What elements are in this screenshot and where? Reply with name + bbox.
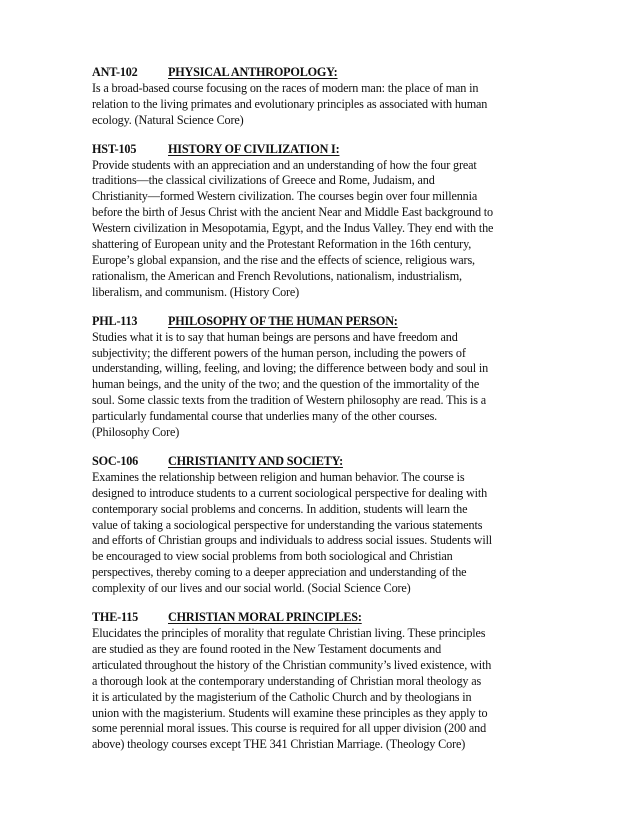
description-line: subjectivity; the different powers of the human person, including the powers of [92, 345, 466, 360]
description-line: Europe’s global expansion, and the rise and the effects of science, religious wars, [92, 252, 475, 267]
course-description [92, 330, 548, 441]
course-code: HST-105 [92, 141, 137, 156]
description-line: complexity of our lives and our social world. (Social Science Core) [92, 581, 411, 596]
course-catalog-page [92, 65, 548, 766]
course-title: PHILOSOPHY OF THE HUMAN PERSON: [168, 313, 398, 328]
course-title: HISTORY OF CIVILIZATION I: [168, 141, 340, 156]
course-heading [92, 610, 548, 626]
description-line: be encouraged to view social problems from both sociological and Christian [92, 549, 453, 564]
description-line: articulated throughout the history of the Christian community’s lived existence, with [92, 657, 492, 672]
description-line: particularly fundamental course that underlies many of the other courses. [92, 409, 438, 424]
course-code: SOC-106 [92, 453, 138, 468]
description-line: ecology. (Natural Science Core) [92, 112, 244, 127]
course-description [92, 470, 548, 597]
description-line: a thorough look at the contemporary understanding of Christian moral theology as [92, 673, 482, 688]
course-description [92, 81, 548, 129]
description-line: relation to the living primates and evolutionary principles as associated with human [92, 96, 488, 111]
course-ant-102 [92, 65, 548, 129]
description-line: traditions—the classical civilizations of Greece and Rome, Judaism, and [92, 173, 435, 188]
description-line: shattering of European unity and the Protestant Reformation in the 16th century, [92, 237, 472, 252]
description-line: Studies what it is to say that human beings are persons and have freedom and [92, 329, 458, 344]
description-line: Christianity—formed Western civilization. The courses begin over four millennia [92, 189, 478, 204]
course-description [92, 158, 548, 301]
course-heading [92, 454, 548, 470]
description-line: perspectives, thereby coming to a deeper appreciation and understanding of the [92, 565, 467, 580]
course-title: CHRISTIANITY AND SOCIETY: [168, 453, 343, 468]
description-line: contemporary social problems and concerns. In addition, students will learn the [92, 501, 468, 516]
description-line: union with the magisterium. Students will examine these principles as they apply to [92, 705, 488, 720]
course-heading [92, 65, 548, 81]
description-line: liberalism, and communism. (History Core) [92, 284, 300, 299]
description-line: soul. Some classic texts from the tradition of Western philosophy are read. This is a [92, 393, 487, 408]
description-line: are studied as they are found rooted in the New Testament documents and [92, 641, 442, 656]
description-line: it is articulated by the magisterium of the Catholic Church and by theologians in [92, 689, 472, 704]
description-line: Is a broad-based course focusing on the races of modern man: the place of man in [92, 80, 479, 95]
course-heading [92, 314, 548, 330]
course-title: PHYSICAL ANTHROPOLOGY: [168, 65, 338, 79]
description-line: value of taking a sociological perspective for understanding the various statements [92, 517, 483, 532]
course-the-115 [92, 610, 548, 753]
description-line: Provide students with an appreciation and an understanding of how the four great [92, 157, 477, 172]
course-description [92, 626, 548, 753]
course-code: PHL-113 [92, 313, 138, 328]
description-line: Examines the relationship between religion and human behavior. The course is [92, 469, 465, 484]
description-line: understanding, willing, feeling, and loving; the difference between body and soul in [92, 361, 489, 376]
course-heading [92, 142, 548, 158]
description-line: some perennial moral issues. This course is required for all upper division (200 and [92, 721, 487, 736]
description-line: (Philosophy Core) [92, 425, 180, 440]
description-line: Western civilization in Mesopotamia, Egypt, and the Indus Valley. They end with the [92, 221, 494, 236]
course-soc-106 [92, 454, 548, 597]
course-title: CHRISTIAN MORAL PRINCIPLES: [168, 610, 362, 625]
course-hst-105 [92, 142, 548, 301]
description-line: designed to introduce students to a current sociological perspective for dealing with [92, 485, 488, 500]
course-phl-113 [92, 314, 548, 441]
description-line: and efforts of Christian groups and individuals to address social issues. Students will [92, 533, 493, 548]
description-line: above) theology courses except THE 341 Christian Marriage. (Theology Core) [92, 737, 466, 752]
description-line: before the birth of Jesus Christ with the ancient Near and Middle East background to [92, 205, 493, 220]
course-code: ANT-102 [92, 65, 138, 79]
description-line: Elucidates the principles of morality that regulate Christian living. These principles [92, 626, 486, 640]
description-line: rationalism, the American and French Revolutions, nationalism, industrialism, [92, 268, 462, 283]
course-code: THE-115 [92, 610, 139, 625]
description-line: human beings, and the unity of the two; and the question of the immortality of the [92, 377, 480, 392]
